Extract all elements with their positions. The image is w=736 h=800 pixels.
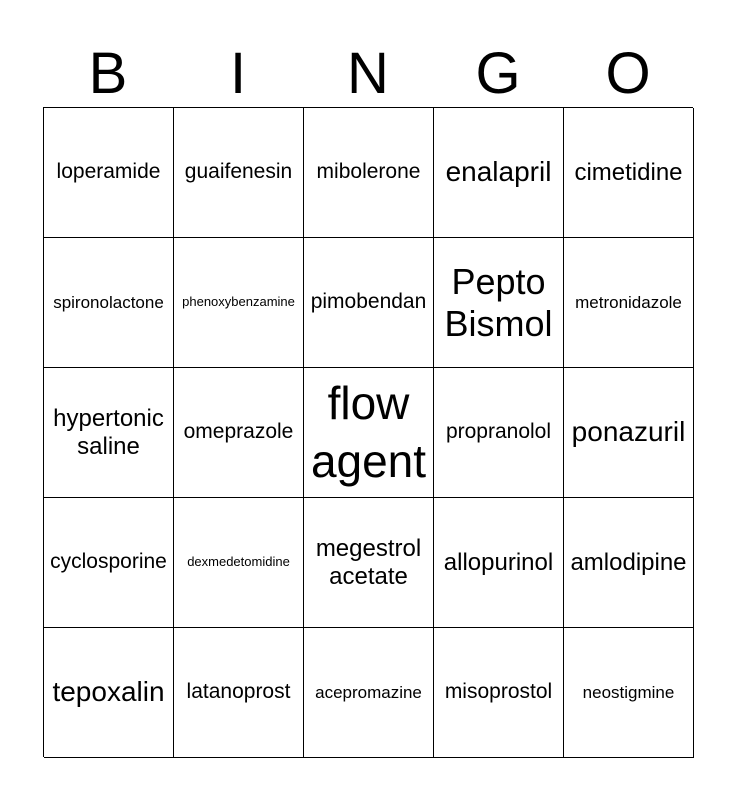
bingo-cell[interactable]: megestrol acetate xyxy=(304,498,434,628)
bingo-cell[interactable]: metronidazole xyxy=(564,238,694,368)
bingo-cell[interactable]: omeprazole xyxy=(174,368,304,498)
header-letter-i: I xyxy=(229,41,247,106)
bingo-cell[interactable]: cyclosporine xyxy=(44,498,174,628)
header-letter-b: B xyxy=(88,41,128,106)
bingo-cell[interactable]: misoprostol xyxy=(434,628,564,758)
bingo-header xyxy=(43,40,693,108)
bingo-cell[interactable]: ponazuril xyxy=(564,368,694,498)
bingo-cell[interactable]: tepoxalin xyxy=(44,628,174,758)
bingo-cell[interactable]: dexmedetomidine xyxy=(174,498,304,628)
bingo-cell[interactable]: flow agent xyxy=(304,368,434,498)
bingo-cell[interactable]: neostigmine xyxy=(564,628,694,758)
header-letter-n: N xyxy=(347,41,389,106)
bingo-cell[interactable]: propranolol xyxy=(434,368,564,498)
bingo-cell[interactable]: phenoxybenzamine xyxy=(174,238,304,368)
bingo-cell[interactable]: allopurinol xyxy=(434,498,564,628)
bingo-cell[interactable]: enalapril xyxy=(434,108,564,238)
bingo-cell[interactable]: guaifenesin xyxy=(174,108,304,238)
bingo-cell[interactable]: Pepto Bismol xyxy=(434,238,564,368)
header-letter-o: O xyxy=(605,41,651,106)
bingo-cell[interactable]: latanoprost xyxy=(174,628,304,758)
bingo-cell[interactable]: acepromazine xyxy=(304,628,434,758)
bingo-cell[interactable]: pimobendan xyxy=(304,238,434,368)
bingo-cell[interactable]: mibolerone xyxy=(304,108,434,238)
bingo-cell[interactable]: hypertonic saline xyxy=(44,368,174,498)
bingo-cell[interactable]: spironolactone xyxy=(44,238,174,368)
bingo-cell[interactable]: loperamide xyxy=(44,108,174,238)
header-letter-g: G xyxy=(475,41,521,106)
bingo-board xyxy=(43,107,693,757)
bingo-cell[interactable]: cimetidine xyxy=(564,108,694,238)
bingo-cell[interactable]: amlodipine xyxy=(564,498,694,628)
